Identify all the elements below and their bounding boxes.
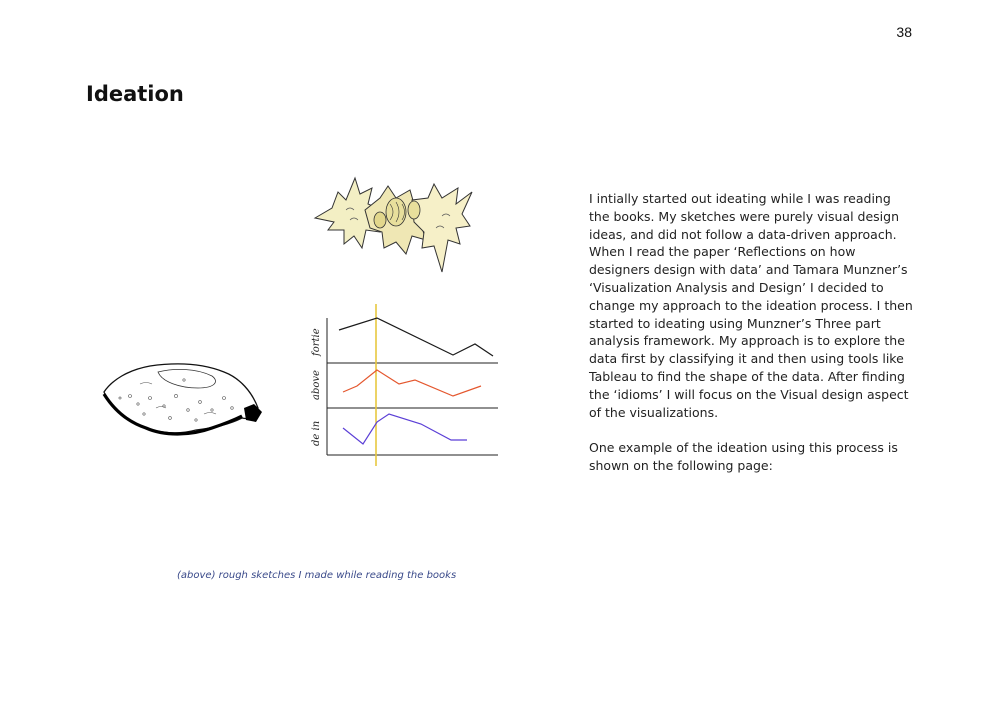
stone-outline bbox=[104, 364, 258, 433]
row-label-3: de in bbox=[311, 420, 322, 446]
series-line-black bbox=[339, 318, 493, 356]
paragraph-1: I intially started out ideating while I was reading the books. My sketches were purely visual design ideas, and did not follow a data-driven approach. When I read the paper ‘Reflections on how designers design with data’ and Tamara Munzner’s ‘Visualization Analysis and Design’ I decided to change my approach to the ideation process. I then started to ideating using Munzner’s Three part analysis framework. My approach is to explore the data first by classifying it and then using tools like Tableau to find the shape of the data. After finding the ‘idioms’ I will focus on the Visual design aspect of the visualizations. bbox=[589, 191, 913, 420]
creature-shape-right bbox=[412, 184, 472, 272]
creature-sketch bbox=[310, 170, 480, 280]
row-label-1: fortie bbox=[311, 328, 322, 356]
page-number: 38 bbox=[896, 24, 912, 40]
paragraph-2: One example of the ideation using this process is shown on the following page: bbox=[589, 440, 898, 473]
page-title: Ideation bbox=[86, 82, 184, 106]
series-line-orange bbox=[343, 370, 481, 396]
line-chart-sketch bbox=[305, 300, 505, 470]
stone-sketch bbox=[100, 358, 265, 443]
row-label-2: above bbox=[311, 370, 322, 400]
series-line-purple bbox=[343, 414, 467, 444]
body-text bbox=[589, 190, 914, 493]
figure-caption: (above) rough sketches I made while reading the books bbox=[177, 570, 457, 581]
